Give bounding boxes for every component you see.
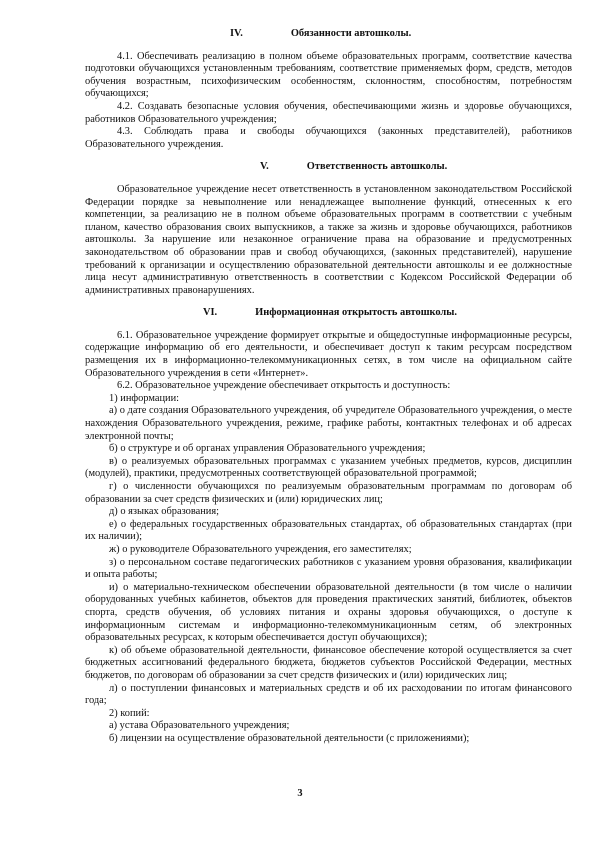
list-item: б) о структуре и об органах управления Образовательного учреждения; bbox=[109, 443, 426, 455]
paragraph-5: Образовательное учреждение несет ответственность в установленном законодательством Российской Федерации порядке за невыполнение или ненадлежащее выполнение функций, отнесенных к его компетенции, за реализацию не в полном объеме образовательных программ в соответствии с учебным планом, качество образования своих выпускников, а также за жизнь и здоровье обучающихся, работников автошколы. За нарушение или незаконное ограничение права на образование и предусмотренных законодательством об образовании прав и свобод обучающихся, (законных представителей), нарушение требований к организации и осуществлению образовательной деятельности автошколы и ее должностные лица несут административную ответственность в соответствии с Кодексом Российской Федерации об административных правонарушениях. bbox=[85, 183, 572, 296]
section-6-number: VI. bbox=[203, 307, 218, 319]
list-item: з) о персональном составе педагогических работников с указанием уровня образования, квалификации и опыта работы; bbox=[85, 556, 572, 581]
list-item: г) о численности обучающихся по реализуемым образовательным программам по договорам об образовании за счет средств физических и (или) юридических лиц; bbox=[85, 481, 572, 505]
copies-label: 2) копий: bbox=[109, 707, 150, 719]
section-6-title: Информационная открытость автошколы. bbox=[255, 307, 457, 319]
list-item: ж) о руководителе Образовательного учреждения, его заместителях; bbox=[109, 543, 412, 555]
section-5-heading bbox=[85, 161, 572, 174]
paragraph-4-3: 4.3. Соблюдать права и свободы обучающихся (законных представителей), работников Образовательного учреждения. bbox=[85, 126, 572, 150]
list-item: б) лицензии на осуществление образовательной деятельности (с приложениями); bbox=[109, 732, 470, 744]
paragraph-4-1: 4.1. Обеспечивать реализацию в полном объеме образовательных программ, соответствие качества подготовки обучающихся установленным требованиям, соответствие применяемых форм, средств, методов обучения возрастным, психофизическим особенностям, склонностям, способностям, потребностям обучающихся; bbox=[85, 50, 572, 100]
paragraph-6-2: 6.2. Образовательное учреждение обеспечивает открытость и доступность: bbox=[117, 380, 451, 392]
section-4-heading bbox=[85, 28, 572, 41]
section-4-title: Обязанности автошколы. bbox=[290, 28, 412, 39]
section-4-number: IV. bbox=[230, 28, 243, 39]
list-item: а) о дате создания Образовательного учреждения, об учредителе Образовательного учреждения, о месте нахождения Образовательного учреждения, режиме, графике работы, контактных телефонах и об адресах электронной почты; bbox=[85, 405, 572, 442]
list-item: е) о федеральных государственных образовательных стандартах, об образовательных стандартах (при их наличии); bbox=[85, 518, 572, 543]
paragraph-6-1: 6.1. Образовательное учреждение формирует открытые и общедоступные информационные ресурсы, содержащие информацию об его деятельности, и обеспечивает доступ к таким ресурсам посредством размещения их в информационно-телекоммуникационных сетях, в том числе на официальном сайте Образовательного учреждения в сети «Интернет». bbox=[85, 329, 572, 379]
list-item: д) о языках образования; bbox=[109, 506, 219, 518]
section-6-heading bbox=[85, 307, 572, 320]
section-5-number: V. bbox=[260, 161, 269, 173]
list-item: а) устава Образовательного учреждения; bbox=[109, 720, 290, 732]
page-number: 3 bbox=[297, 788, 303, 799]
list-item: к) об объеме образовательной деятельности, финансовое обеспечение которой осуществляется за счет бюджетных ассигнований федерального бюджета, бюджетов субъектов Российской Федерации, местных бюджетов, по договорам об образовании за счет средств физических и (или) юридических лиц; bbox=[85, 644, 572, 681]
info-label: 1) информации: bbox=[109, 392, 180, 404]
list-item: и) о материально-техническом обеспечении образовательной деятельности (в том числе о наличии оборудованных учебных кабинетов, объектов для проведения практических занятий, библиотек, объектов спорта, средств обучения, об условиях питания и охраны здоровья обучающихся, о доступе к информационным системам и информационно-телекоммуникационным сетям, об электронных образовательных ресурсах, к которым обеспечивается доступ обучающихся); bbox=[85, 581, 572, 644]
paragraph-4-2: 4.2. Создавать безопасные условия обучения, обеспечивающими жизнь и здоровье обучающихся, работников Образовательного учреждения; bbox=[85, 100, 572, 125]
section-5-title: Ответственность автошколы. bbox=[306, 161, 448, 173]
list-item: л) о поступлении финансовых и материальных средств и об их расходовании по итогам финансового года; bbox=[85, 682, 572, 707]
list-item: в) о реализуемых образовательных программах с указанием учебных предметов, курсов, дисциплин (модулей), практики, предусмотренных соответствующей образовательной программой; bbox=[85, 455, 572, 480]
